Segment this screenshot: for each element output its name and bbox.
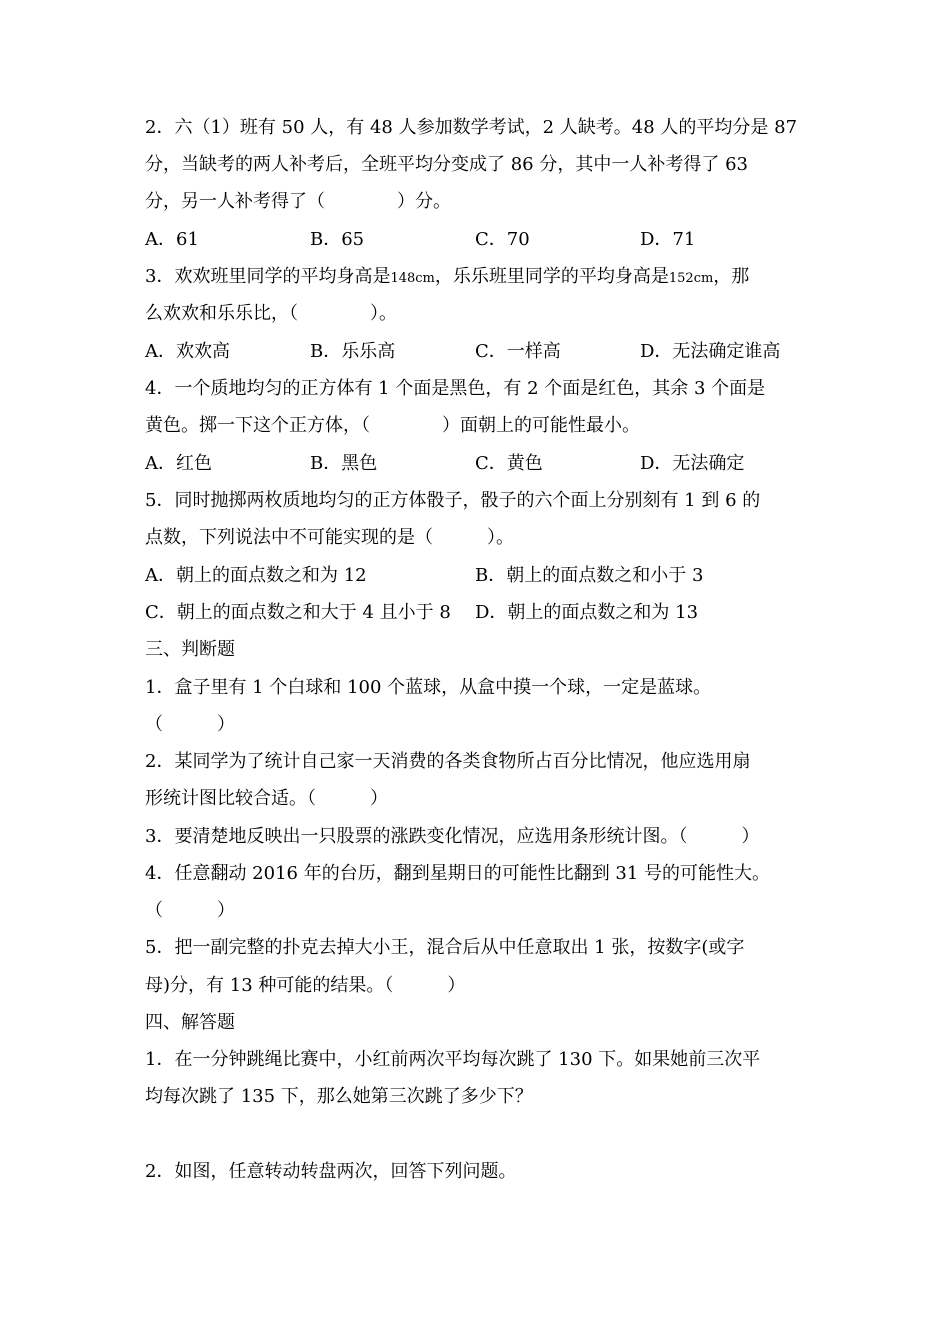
judge-q1-answer-blank: （ ） bbox=[145, 714, 235, 735]
mc-q5-option-c: C．朝上的面点数之和大于 4 且小于 8 bbox=[145, 602, 451, 623]
mc-q5-line1: 5．同时抛掷两枚质地均匀的正方体骰子，骰子的六个面上分别刻有 1 到 6 的 bbox=[145, 490, 761, 511]
judge-q2-line1: 2．某同学为了统计自己家一天消费的各类食物所占百分比情况，他应选用扇 bbox=[145, 751, 751, 772]
mc-q2-option-c: C．70 bbox=[475, 229, 530, 250]
mc-q5-option-d: D．朝上的面点数之和为 13 bbox=[475, 602, 699, 623]
mc-q2-line2: 分，当缺考的两人补考后，全班平均分变成了 86 分，其中一人补考得了 63 bbox=[145, 154, 748, 175]
mc-q2-line1: 2．六（1）班有 50 人，有 48 人参加数学考试，2 人缺考。48 人的平均分是 87 bbox=[145, 117, 798, 138]
judge-q4-answer-blank: （ ） bbox=[145, 900, 235, 921]
mc-q3-option-c: C．一样高 bbox=[475, 341, 561, 362]
mc-q5-option-b: B．朝上的面点数之和小于 3 bbox=[475, 565, 704, 586]
mc-q2-option-a: A．61 bbox=[145, 229, 199, 250]
mc-q3-value2: 152cm bbox=[668, 271, 714, 286]
judge-q3-line1: 3．要清楚地反映出一只股票的涨跌变化情况，应选用条形统计图。（ ） bbox=[145, 826, 760, 847]
judge-q2-line2: 形统计图比较合适。（ ） bbox=[145, 788, 388, 809]
mc-q3-option-a: A．欢欢高 bbox=[145, 341, 230, 362]
mc-q2-line3: 分，另一人补考得了（ ）分。 bbox=[145, 191, 451, 212]
mc-q5-line2: 点数，下列说法中不可能实现的是（ ）。 bbox=[145, 527, 514, 548]
mc-q4-option-a: A．红色 bbox=[145, 453, 212, 474]
mc-q4-option-c: C．黄色 bbox=[475, 453, 543, 474]
mc-q3-option-b: B．乐乐高 bbox=[310, 341, 396, 362]
mc-q4-line1: 4．一个质地均匀的正方体有 1 个面是黑色，有 2 个面是红色，其余 3 个面是 bbox=[145, 378, 766, 399]
mc-q3-line2: 么欢欢和乐乐比，（ ）。 bbox=[145, 303, 397, 324]
judge-q4-line1: 4．任意翻动 2016 年的台历，翻到星期日的可能性比翻到 31 号的可能性大。 bbox=[145, 863, 771, 884]
judge-q5-line2: 母)分，有 13 种可能的结果。（ ） bbox=[145, 975, 466, 996]
mc-q3-option-d: D．无法确定谁高 bbox=[640, 341, 781, 362]
mc-q3-text-b: ，乐乐班里同学的平均身高是 bbox=[434, 266, 669, 287]
mc-q4-option-b: B．黑色 bbox=[310, 453, 378, 474]
answer-q1-line2: 均每次跳了 135 下，那么她第三次跳了多少下？ bbox=[145, 1086, 533, 1107]
mc-q3-text-c: ，那 bbox=[713, 266, 750, 287]
answer-q2-line1: 2．如图，任意转动转盘两次，回答下列问题。 bbox=[145, 1161, 517, 1182]
mc-q5-option-a: A．朝上的面点数之和为 12 bbox=[145, 565, 367, 586]
mc-q4-option-d: D．无法确定 bbox=[640, 453, 745, 474]
mc-q2-option-b: B．65 bbox=[310, 229, 365, 250]
judge-q1-line1: 1．盒子里有 1 个白球和 100 个蓝球，从盒中摸一个球，一定是蓝球。 bbox=[145, 677, 712, 698]
answer-section-heading: 四、解答题 bbox=[145, 1012, 235, 1033]
mc-q3-value1: 148cm bbox=[390, 271, 435, 286]
mc-q2-option-d: D．71 bbox=[640, 229, 696, 250]
mc-q3-line1 bbox=[145, 265, 749, 291]
judge-section-heading: 三、判断题 bbox=[145, 639, 235, 660]
judge-q5-line1: 5．把一副完整的扑克去掉大小王，混合后从中任意取出 1 张，按数字(或字 bbox=[145, 937, 745, 958]
answer-q1-line1: 1．在一分钟跳绳比赛中，小红前两次平均每次跳了 130 下。如果她前三次平 bbox=[145, 1049, 761, 1070]
mc-q3-text-a: 3．欢欢班里同学的平均身高是 bbox=[145, 266, 391, 287]
mc-q4-line2: 黄色。掷一下这个正方体，（ ）面朝上的可能性最小。 bbox=[145, 415, 640, 436]
